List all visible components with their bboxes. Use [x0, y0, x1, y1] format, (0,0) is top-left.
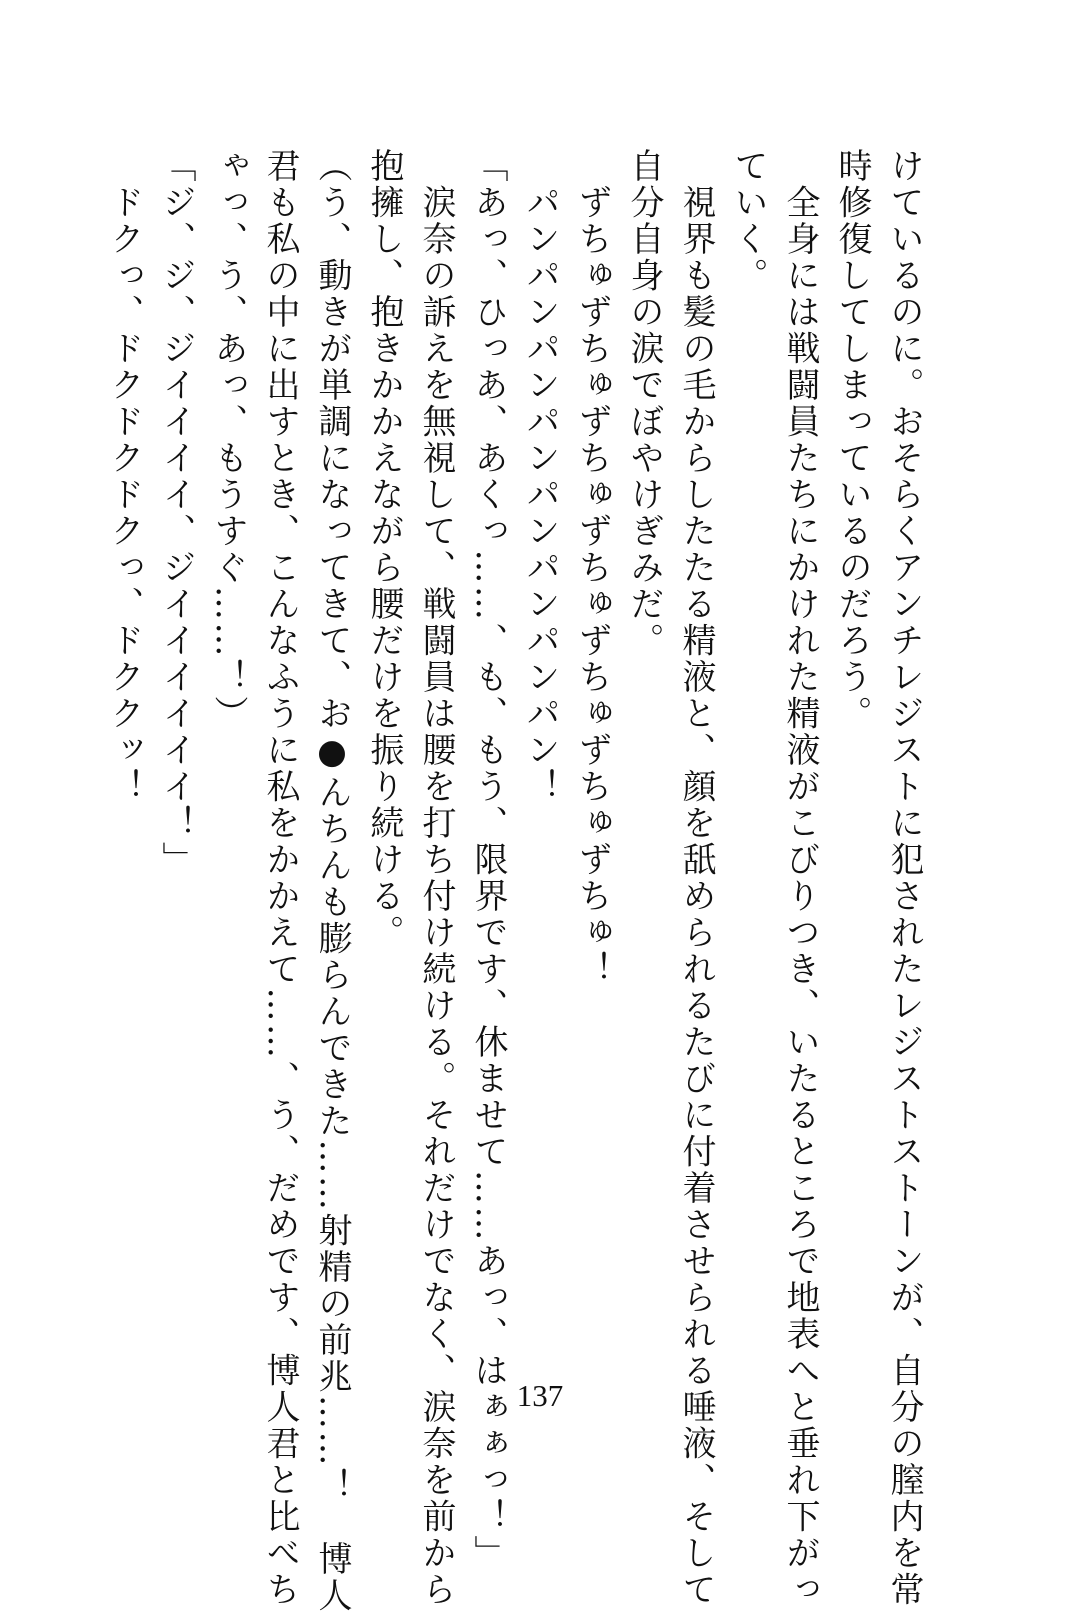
text-line: ゃっ、う、あっ、もうすぐ……！） — [208, 148, 248, 732]
text-line: ずちゅずちゅずちゅずちゅずちゅずちゅずちゅ！ — [572, 148, 612, 988]
text-line: 「あっ、ひっあ、あくっ……、も、もう、限界です、休ませて……あっ、はぁぁっ！」 — [468, 148, 508, 1572]
text-line: ていく。 — [728, 148, 768, 294]
text-line: （う、動きが単調になってきて、お●んちんも膨らんできた……射精の前兆……！ 博人 — [312, 148, 352, 1614]
text-line: 涙奈の訴えを無視して、戦闘員は腰を打ち付け続ける。それだけでなく、涙奈を前から — [416, 148, 456, 1608]
text-line: 自分自身の涙でぼやけぎみだ。 — [624, 148, 664, 659]
text-line: けているのに。おそらくアンチレジストに犯されたレジストストーンが、自分の膣内を常 — [884, 148, 924, 1608]
text-line: パンパンパンパンパンパンパンパン！ — [520, 148, 560, 805]
text-line: 抱擁し、抱きかかえながら腰だけを振り続ける。 — [364, 148, 404, 951]
text-line: 「ジ、ジ、ジイイイイ、ジイイイイイイ！」 — [156, 148, 196, 878]
text-line: 全身には戦闘員たちにかけれた精液がこびりつき、いたるところで地表へと垂れ下がっ — [780, 148, 820, 1608]
text-line: 君も私の中に出すとき、こんなふうに私をかかえて……、う、だめです、博人君と比べち — [260, 148, 300, 1608]
text-line: ドクっ、ドクドクドクっ、ドククッ！ — [104, 148, 144, 805]
page-number: 137 — [516, 1378, 564, 1413]
text-line: 視界も髪の毛からしたたる精液と、顔を舐められるたびに付着させられる唾液、そして — [676, 148, 716, 1608]
text-line: 時修復してしまっているのだろう。 — [832, 148, 872, 732]
